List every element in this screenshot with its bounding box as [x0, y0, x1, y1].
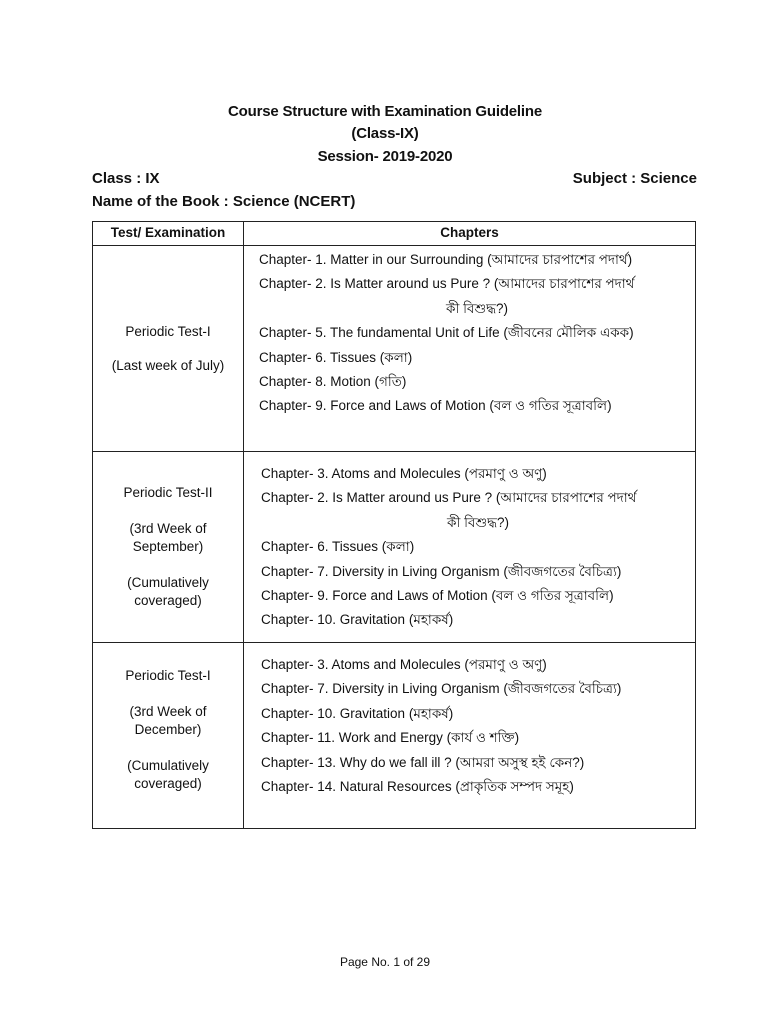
session-heading: Session- 2019-2020: [317, 148, 453, 165]
chapter-item: Chapter- 6. Tissues (কলা): [259, 349, 413, 365]
exam-coverage-note: coveraged): [134, 776, 202, 791]
page-number: Page No. 1 of 29: [339, 955, 431, 969]
column-header-chapters: Chapters: [440, 225, 499, 240]
chapters-cell: [244, 246, 695, 451]
chapter-item: Chapter- 6. Tissues (কলা): [261, 539, 415, 555]
chapter-item: Chapter- 10. Gravitation (মহাকর্ষ): [261, 705, 454, 721]
chapter-item: Chapter- 7. Diversity in Living Organism (জীবজগতের বৈচিত্র্য): [261, 563, 622, 579]
chapter-item: Chapter- 8. Motion (গতি): [259, 373, 407, 389]
chapters-cell: [244, 643, 695, 828]
chapter-item: Chapter- 9. Force and Laws of Motion (বল ও গতির সূত্রাবলি): [261, 587, 614, 603]
chapter-item: Chapter- 14. Natural Resources (প্রাকৃতিক সম্পদ সমূহ): [261, 778, 574, 794]
exam-period: September): [132, 539, 204, 554]
table-header-row: [93, 222, 695, 245]
class-heading: (Class-IX): [351, 125, 419, 142]
chapter-item-continued: কী বিশুদ্ধ?): [447, 514, 509, 530]
book-label: Name of the Book : Science (NCERT): [92, 193, 356, 210]
exam-coverage-note: coveraged): [134, 593, 202, 608]
chapter-item: Chapter- 5. The fundamental Unit of Life (জীবনের মৌলিক একক): [259, 325, 634, 341]
exam-period: (3rd Week of: [129, 521, 207, 536]
chapter-item: Chapter- 13. Why do we fall ill ? (আমরা অসুস্থ হই কেন?): [261, 754, 585, 770]
exam-coverage-note: (Cumulatively: [127, 575, 209, 590]
exam-name: Periodic Test-I: [125, 668, 211, 683]
chapters-cell: [244, 452, 695, 642]
chapter-item: Chapter- 3. Atoms and Molecules (পরমাণু ও অণু): [261, 466, 547, 481]
chapter-item: Chapter- 11. Work and Energy (কার্য ও শক্তি): [261, 730, 520, 746]
exam-period: (Last week of July): [111, 357, 225, 373]
chapter-item: Chapter- 3. Atoms and Molecules (পরমাণু ও অণু): [261, 657, 547, 672]
course-structure-table: [92, 221, 696, 829]
chapter-item: Chapter- 1. Matter in our Surrounding (আমাদের চারপাশের পদার্থ): [259, 252, 633, 267]
exam-cell: [93, 643, 244, 828]
column-header-exam: Test/ Examination: [93, 222, 244, 245]
chapter-item: Chapter- 7. Diversity in Living Organism (জীবজগতের বৈচিত্র্য): [261, 681, 622, 697]
table-row: [93, 642, 695, 828]
subject-label: Subject : Science: [572, 170, 697, 187]
document-title: Course Structure with Examination Guideline: [228, 103, 542, 120]
chapter-item: Chapter- 9. Force and Laws of Motion (বল ও গতির সূত্রাবলি): [259, 398, 612, 414]
exam-period: (3rd Week of: [129, 704, 207, 719]
exam-cell: [93, 452, 244, 642]
table-row: [93, 245, 695, 451]
exam-name: Periodic Test-II: [123, 485, 213, 500]
exam-cell: [93, 246, 244, 451]
chapter-item-continued: কী বিশুদ্ধ?): [446, 300, 508, 316]
exam-coverage-note: (Cumulatively: [127, 758, 209, 773]
exam-period: December): [134, 722, 202, 737]
class-label: Class : IX: [92, 170, 160, 187]
chapter-item: Chapter- 2. Is Matter around us Pure ? (আমাদের চারপাশের পদার্থ: [261, 490, 637, 506]
table-row: [93, 451, 695, 642]
chapter-item: Chapter- 10. Gravitation (মহাকর্ষ): [261, 612, 454, 628]
chapter-item: Chapter- 2. Is Matter around us Pure ? (আমাদের চারপাশের পদার্থ: [259, 276, 635, 292]
exam-name: Periodic Test-I: [125, 323, 211, 339]
